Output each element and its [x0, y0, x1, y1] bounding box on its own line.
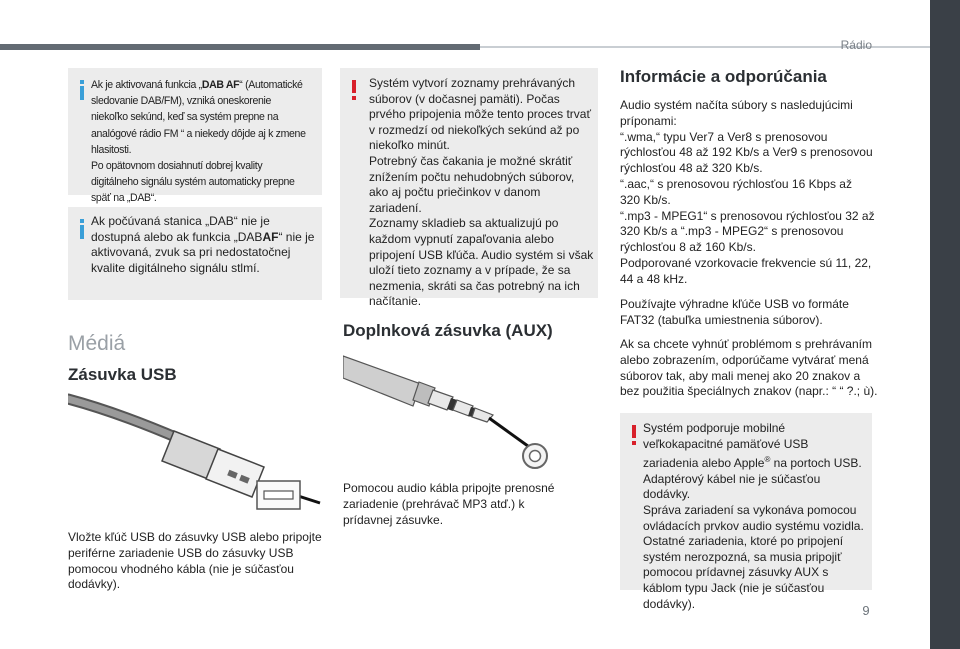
note-mobile-devices: [620, 413, 872, 611]
note-dab-station: [68, 207, 322, 300]
warning-icon: [348, 80, 360, 100]
media-section-title: Médiá: [68, 332, 126, 355]
aux-instructions: Pomocou audio kábla pripojte prenosné zariadenie (prehrávač MP3 atď.) k prídavnej zásuvke.: [343, 481, 555, 527]
note-playlists-text: Systém vytvorí zoznamy prehrávaných súborov (v dočasnej pamäti). Počas prvého pripojenia môže tento proces trvať v rozmedzí od niekoľkých sekúnd až po niekoľko minút. Potrebný čas čakania je možné skrátiť znížením počtu nehudobných súborov, ako aj počtu priečinkov v danom zariadení. Zoznamy skladieb sa aktualizujú po každom vypnutí zapaľovania alebo pripojení USB kľúča. Audio systém si však uloží tieto zoznamy a v prípade, že sa nezmenia, skráti sa čas potrebný na ich načítanie.: [369, 76, 594, 309]
info-heading: Informácie a odporúčania: [620, 67, 827, 86]
jack-plug-illustration: [343, 352, 553, 472]
usb-plug-illustration: [68, 393, 324, 519]
note-dab-station-text: Ak počúvaná stanica „DAB“ nie je dostupná alebo ak funkcia „DABAF“ nie je aktivovaná, zvuk sa pri nedostatočnej kvalite digitálneho signálu stlmí.: [91, 214, 315, 275]
section-label: Rádio: [840, 38, 872, 52]
warning-icon: [628, 425, 640, 445]
header-rule: [0, 44, 480, 50]
page-number: 9: [862, 603, 870, 618]
supported-formats: Audio systém načíta súbory s nasledujúcimi príponami: “.wma,“ typu Ver7 a Ver8 s prenosovou rýchlosťou 48 až 192 Kb/s a Ver9 s prenosovou rýchlosťou 48 až 320 Kb/s. “.aac,“ s prenosovou rýchlosťou 16 Kbps až 320 Kb/s. “.mp3 - MPEG1“ s prenosovou rýchlosťou 32 až 320 Kb/s a “.mp3 - MPEG2“ s prenosovou rýchlosťou 8 až 160 Kb/s. Podporované vzorkovacie frekvencie sú 11, 22, 44 a 48 kHz.: [620, 98, 875, 286]
page-edge-band: [930, 0, 960, 649]
info-icon: [76, 80, 88, 100]
usb-heading: Zásuvka USB: [68, 365, 177, 384]
filename-advice: Ak sa chcete vyhnúť problémom s prehrávaním alebo zobrazením, odporúčame vytvárať mená súborov tak, aby mali menej ako 20 znakov a bez použitia špeciálnych znakov (napr.: “ “ ?.; ù).: [620, 337, 878, 399]
aux-heading: Doplnková zásuvka (AUX): [343, 321, 553, 340]
fat32-note: Používajte výhradne kľúče USB vo formáte FAT32 (tabuľka umiestnenia súborov).: [620, 297, 849, 327]
note-dab-af-text: Ak je aktivovaná funkcia „DAB AF“ (Automatické sledovanie DAB/FM), vzniká oneskorenie niekoľko sekúnd, keď sa systém prepne na analógové rádio FM “ a niekedy dôjde aj k zmene hlasitosti. Po opätovnom dosiahnutí dobrej kvality digitálneho signálu systém automaticky prepne späť na „DAB“.: [91, 79, 306, 205]
note-dab-af: [68, 68, 322, 205]
usb-instructions: Vložte kľúč USB do zásuvky USB alebo pripojte periférne zariadenie USB do zásuvky USB pomocou vhodného kábla (nie je súčasťou dodávky).: [68, 530, 322, 592]
info-icon: [76, 219, 88, 239]
note-mobile-devices-text: Systém podporuje mobilné veľkokapacitné pamäťové USB zariadenia alebo Apple® na portoch USB. Adaptérový kábel nie je súčasťou dodávky. Správa zariadení sa vykonáva pomocou ovládacích prvkov audio systému vozidla. Ostatné zariadenia, ktoré po pripojení systém nerozpozná, sa musia pripojiť pomocou prídavnej zásuvky AUX s káblom typu Jack (nie je súčasťou dodávky).: [643, 421, 864, 611]
note-playlists: [340, 68, 598, 309]
